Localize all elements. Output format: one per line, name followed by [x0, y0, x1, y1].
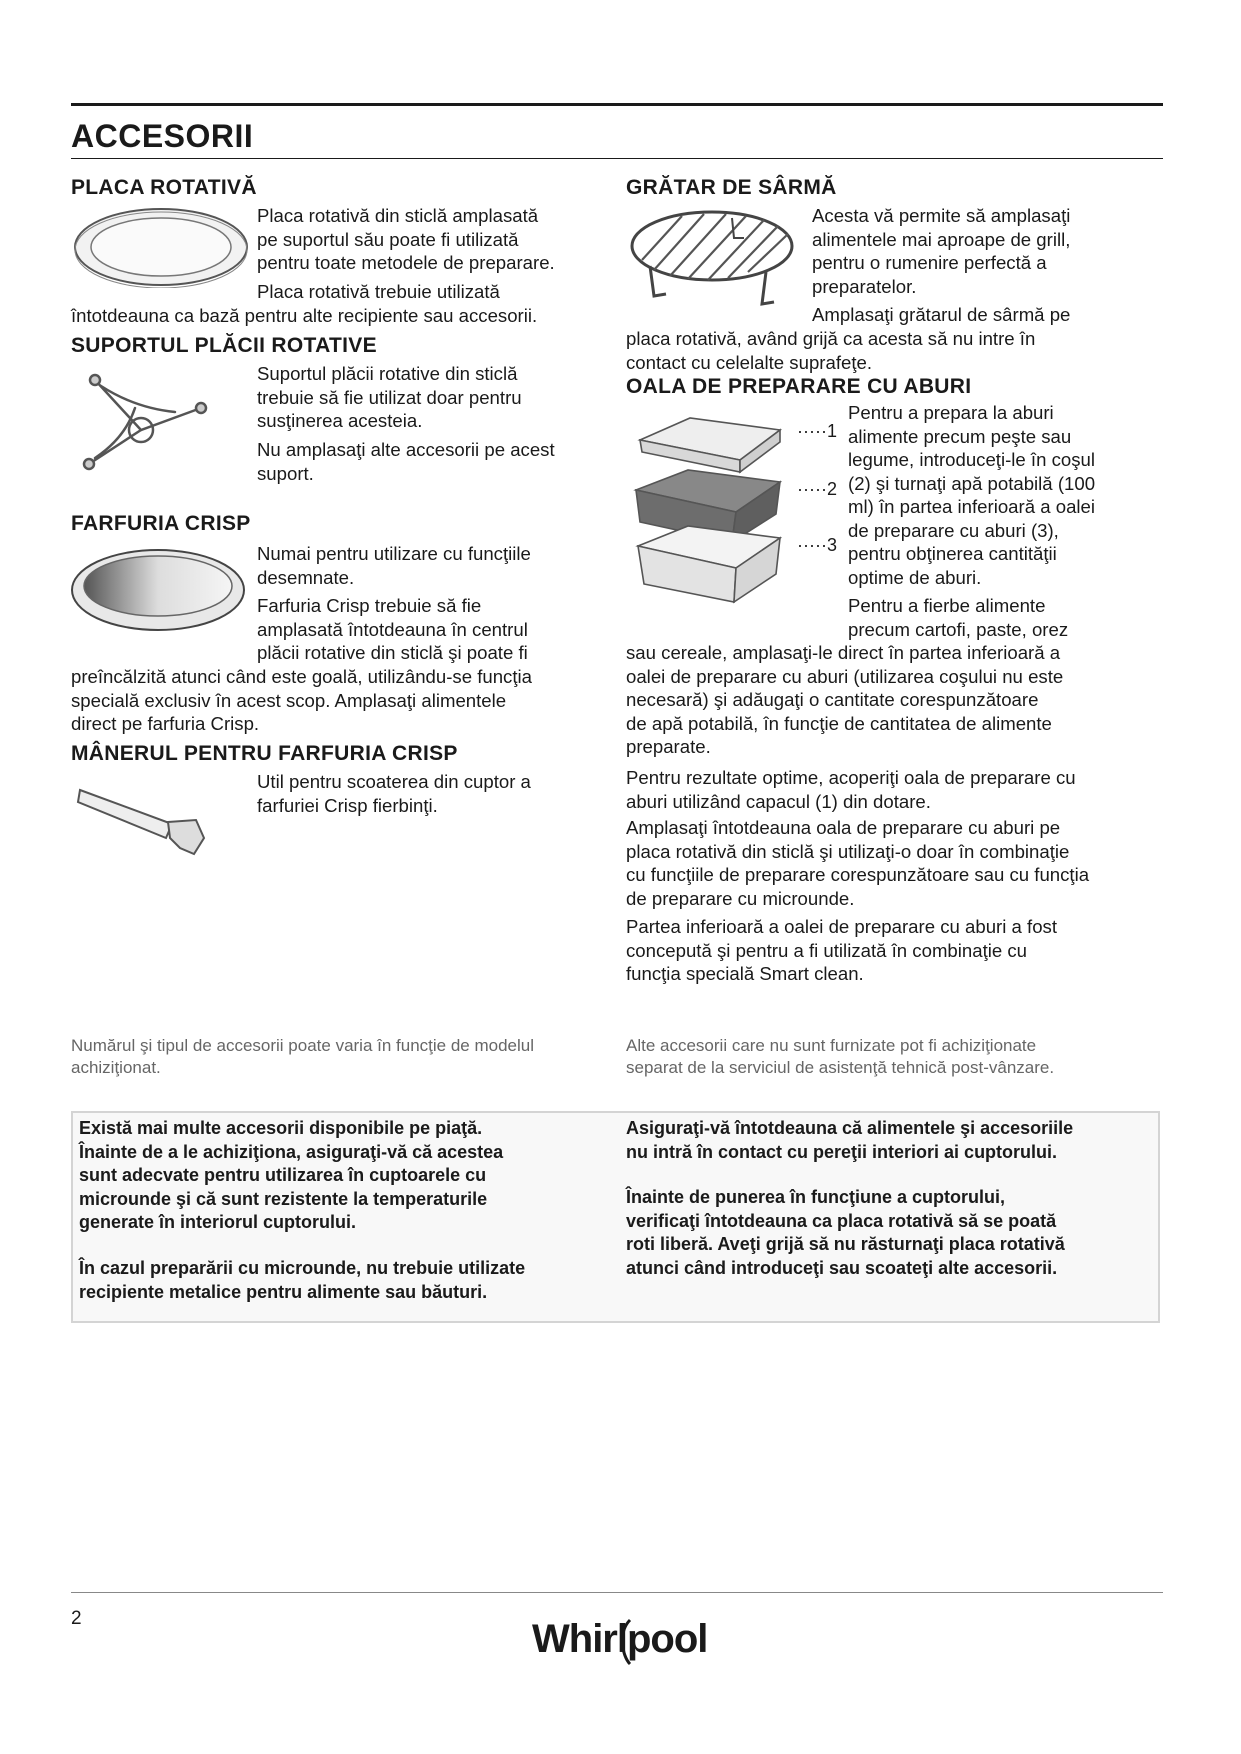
crisp-text-3: preîncălzită atunci când este goală, utilizându-se funcţia specială exclusiv în acest scop. Amplasaţi alimentele direct pe farfuria Crisp. — [71, 666, 532, 734]
top-rule — [71, 103, 1163, 106]
glass-turntable-illustration — [72, 206, 250, 288]
oala-text-2: Pentru a fierbe alimente precum cartofi, paste, orez — [848, 595, 1069, 640]
title-rule — [71, 158, 1163, 159]
whirlpool-logo — [530, 1612, 710, 1672]
steamer-label-3: ·····3 — [797, 535, 837, 555]
oala-text-1: Pentru a prepara la aburi alimente precum peşte sau legume, introduceţi-le în coşul (2) şi turnaţi apă potabilă (100 ml) în partea inferioară a oalei de preparare cu aburi (3), pentru obţinerea cantităţii optime de aburi. — [848, 402, 1096, 588]
footer-rule — [71, 1592, 1163, 1593]
steamer-label-2: ·····2 — [797, 479, 837, 499]
heading-maner: MÂNERUL PENTRU FARFURIA CRISP — [71, 742, 458, 765]
oala-text-4: Amplasaţi întotdeauna oala de preparare cu aburi pe placa rotativă din sticlă şi utilizaţi-o doar în combinaţie cu funcţiile de preparare corespunzătoare sau cu funcţia de preparare cu microunde. — [626, 817, 1090, 909]
warning-left-1: Există mai multe accesorii disponibile pe piaţă. Înainte de a le achiziţiona, asiguraţi-vă că acestea sunt adecvate pentru utilizarea în cuptoarele cu microunde şi că sunt rezistente la temperaturile generate în interiorul cuptorului. — [79, 1118, 504, 1232]
suport-text-2: Nu amplasaţi alte accesorii pe acest suport. — [257, 439, 555, 484]
warning-right-1: Asiguraţi-vă întotdeauna că alimentele şi accesoriile nu intră în contact cu pereţii interiori ai cuptorului. — [626, 1118, 1074, 1162]
warning-left-2: În cazul preparării cu microunde, nu trebuie utilizate recipiente metalice pentru alimente sau băuturi. — [79, 1258, 526, 1302]
oala-text-2b: sau cereale, amplasaţi-le direct în partea inferioară a oalei de preparare cu aburi (utilizarea coşului nu este necesară) şi adăugaţi o cantitate corespunzătoare de apă potabilă, în funcţie de cantitatea de alimente preparate. — [626, 642, 1064, 757]
heading-gratar: GRĂTAR DE SÂRMĂ — [626, 176, 837, 199]
placa-text: Placa rotativă din sticlă amplasată pe suportul său poate fi utilizată pentru toate metodele de preparare. — [257, 205, 555, 273]
suport-text: Suportul plăcii rotative din sticlă trebuie să fie utilizat doar pentru susţinerea acesteia. — [257, 363, 522, 431]
warning-right-2: Înainte de punerea în funcţiune a cuptorului, verificaţi întotdeauna ca placa rotativă să se poată roti liberă. Aveţi grijă să nu răsturnaţi placa rotativă atunci când introduceţi sau scoateţi alte accesorii. — [626, 1187, 1065, 1278]
turntable-support-illustration — [75, 368, 215, 474]
steamer-label-1: ·····1 — [797, 421, 837, 441]
heading-suport: SUPORTUL PLĂCII ROTATIVE — [71, 334, 377, 357]
crisp-text-2: Farfuria Crisp trebuie să fie amplasată întotdeauna în centrul plăcii rotative din sticlă şi poate fi — [257, 595, 528, 663]
heading-crisp: FARFURIA CRISP — [71, 512, 251, 535]
steamer-illustration — [630, 410, 790, 610]
crisp-handle-illustration — [76, 776, 210, 860]
crisp-plate-illustration — [70, 546, 246, 634]
page-title: ACCESORII — [71, 118, 254, 154]
page-number: 2 — [71, 1608, 82, 1629]
placa-text-3: întotdeauna ca bază pentru alte recipiente sau accesorii. — [71, 305, 538, 326]
heading-oala: OALA DE PREPARARE CU ABURI — [626, 375, 972, 398]
note-left: Numărul şi tipul de accesorii poate varia în funcţie de modelul achiziţionat. — [71, 1036, 535, 1077]
heading-placa-rotativa: PLACA ROTATIVĂ — [71, 176, 257, 199]
oala-text-5: Partea inferioară a oalei de preparare cu aburi a fost concepută şi pentru a fi utilizată în combinaţie cu funcţia specială Smart clean. — [626, 916, 1058, 984]
gratar-text: Acesta vă permite să amplasaţi alimentele mai aproape de grill, pentru o rumenire perfectă a preparatelor. — [812, 205, 1071, 297]
note-right: Alte accesorii care nu sunt furnizate pot fi achiziţionate separat de la serviciul de asistenţă tehnică post-vânzare. — [626, 1036, 1055, 1077]
oala-text-3: Pentru rezultate optime, acoperiţi oala de preparare cu aburi utilizând capacul (1) din dotare. — [626, 767, 1076, 812]
wire-grill-illustration — [628, 206, 804, 316]
crisp-text: Numai pentru utilizare cu funcţiile desemnate. — [257, 543, 531, 588]
gratar-text-3: placa rotativă, având grijă ca acesta să nu intre în contact cu celelalte suprafeţe. — [626, 328, 1036, 373]
gratar-text-2: Amplasaţi grătarul de sârmă pe — [812, 304, 1071, 325]
maner-text: Util pentru scoaterea din cuptor a farfuriei Crisp fierbinţi. — [257, 771, 531, 816]
brand-logo-text: Whirlpool — [532, 1617, 708, 1661]
placa-text-2: Placa rotativă trebuie utilizată — [257, 281, 500, 302]
